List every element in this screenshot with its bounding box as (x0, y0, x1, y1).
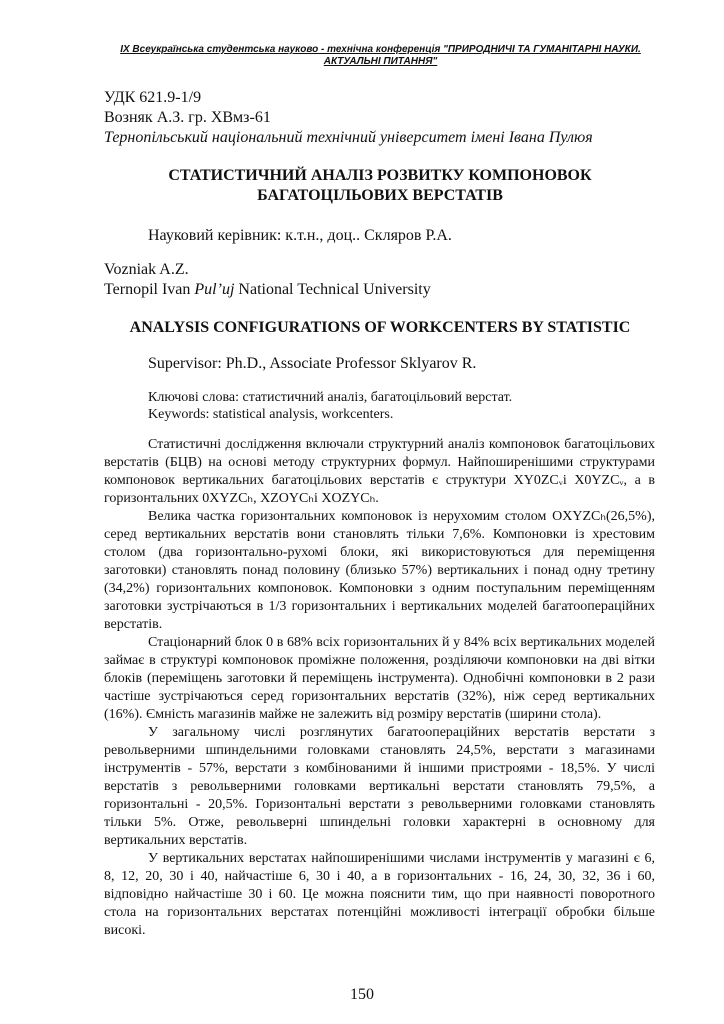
page-number: 150 (350, 986, 374, 1003)
author-ua: Возняк А.З. гр. ХВмз-61 (104, 109, 271, 126)
affiliation-ua: Тернопільський національний технічний університет імені Івана Пулюя (104, 129, 593, 146)
supervisor-ua: Науковий керівник: к.т.н., доц.. Скляров Р.А. (148, 227, 452, 244)
title-ua-line-2: БАГАТОЦІЛЬОВИХ ВЕРСТАТІВ (257, 187, 503, 204)
affiliation-en (104, 280, 431, 300)
conference-header-line-1: IX Всеукраїнська студентська науково - технічна конференція "ПРИРОДНИЧІ ТА ГУМАНІТАРНІ НАУКИ. (120, 44, 641, 55)
keywords-ua: Ключові слова: статистичний аналіз, багатоцільовий верстат. (148, 390, 513, 405)
paragraph-2: Велика частка горизонтальних компоновок із нерухомим столом OXYZCₕ(26,5%), серед вертикальних верстатів вони становлять тільки 7,6%. Компоновки із хрестовим столом (два горизонтально-рухомі блоки, які використовуються для переміщення заготовки) становлять понад половину (близько 57%) вертикальних і понад одну третину (34,2%) горизонтальних компоновок. Компоновки з одним поступальним переміщенням заготовки зустрічаються в 1/3 горизонтальних і вертикальних моделей багатоопераційних верстатів. (104, 509, 655, 632)
keywords-en: Keywords: statistical analysis, workcenters. (148, 407, 394, 422)
paragraph-1: Статистичні дослідження включали структурний аналіз компоновок багатоцільових верстатів (БЦВ) на основі методу структурних формул. Найпоширенішими структурами компоновок вертикальних багатоцільових верстатів є структури XY0ZCᵥі X0YZCᵥ, а в горизонтальних 0XYZCₕ, XZOYCₕі XOZYCₕ. (104, 437, 655, 506)
supervisor-en: Supervisor: Ph.D., Associate Professor Sklyarov R. (148, 355, 477, 372)
udk-code: УДК 621.9-1/9 (104, 89, 202, 106)
affiliation-en-pre: Ternopil Ivan (104, 281, 195, 298)
affiliation-en-italic: Pul’uj (194, 281, 235, 298)
conference-header-line-2: АКТУАЛЬНІ ПИТАННЯ" (323, 56, 438, 67)
body-text (104, 436, 655, 940)
title-en: ANALYSIS CONFIGURATIONS OF WORKCENTERS BY STATISTIC (129, 319, 631, 336)
paragraph-5: У вертикальних верстатах найпоширенішими числами інструментів у магазині є 6, 8, 12, 20, 30 і 40, найчастіше 6, 30 і 40, а в горизонтальних - 16, 24, 30, 32, 36 і 60, відповідно найчастіше 30 і 60. Це можна пояснити тим, що при наявності поворотного стола на горизонтальних верстатах потенційні можливості інтеграції обробки більше високі. (104, 851, 655, 938)
title-ua (80, 166, 680, 206)
paragraph-4: У загальному числі розглянутих багатоопераційних верстатів верстати з револьверними шпиндельними головками становлять 24,5%, верстати з магазинами інструментів - 57%, верстати з комбінованими й іншими пристроями - 18,5%. У числі верстатів з револьверними головками вертикальні верстати становлять 79,5%, а горизонтальні - 20,5%. Горизонтальні верстати з револьверними головками становлять тільки 5%. Отже, револьверні шпиндельні головки характерні в основному для вертикальних верстатів. (104, 725, 655, 848)
affiliation-en-post: National Technical University (234, 281, 431, 298)
title-ua-line-1: СТАТИСТИЧНИЙ АНАЛІЗ РОЗВИТКУ КОМПОНОВОК (168, 167, 592, 184)
author-en: Vozniak A.Z. (104, 261, 189, 278)
paragraph-3: Стаціонарний блок 0 в 68% всіх горизонтальних й у 84% всіх вертикальних моделей займає в структурі компоновок проміжне положення, розділяючи компоновки на дві вітки блоків (переміщень заготовки й переміщень інструмента). Однобічні компоновки в 2 рази частіше зустрічаються серед горизонтальних верстатів (32%), ніж серед вертикальних (16%). Ємність магазинів майже не залежить від розміру верстатів (ширини стола). (104, 635, 655, 722)
conference-header (108, 44, 653, 68)
